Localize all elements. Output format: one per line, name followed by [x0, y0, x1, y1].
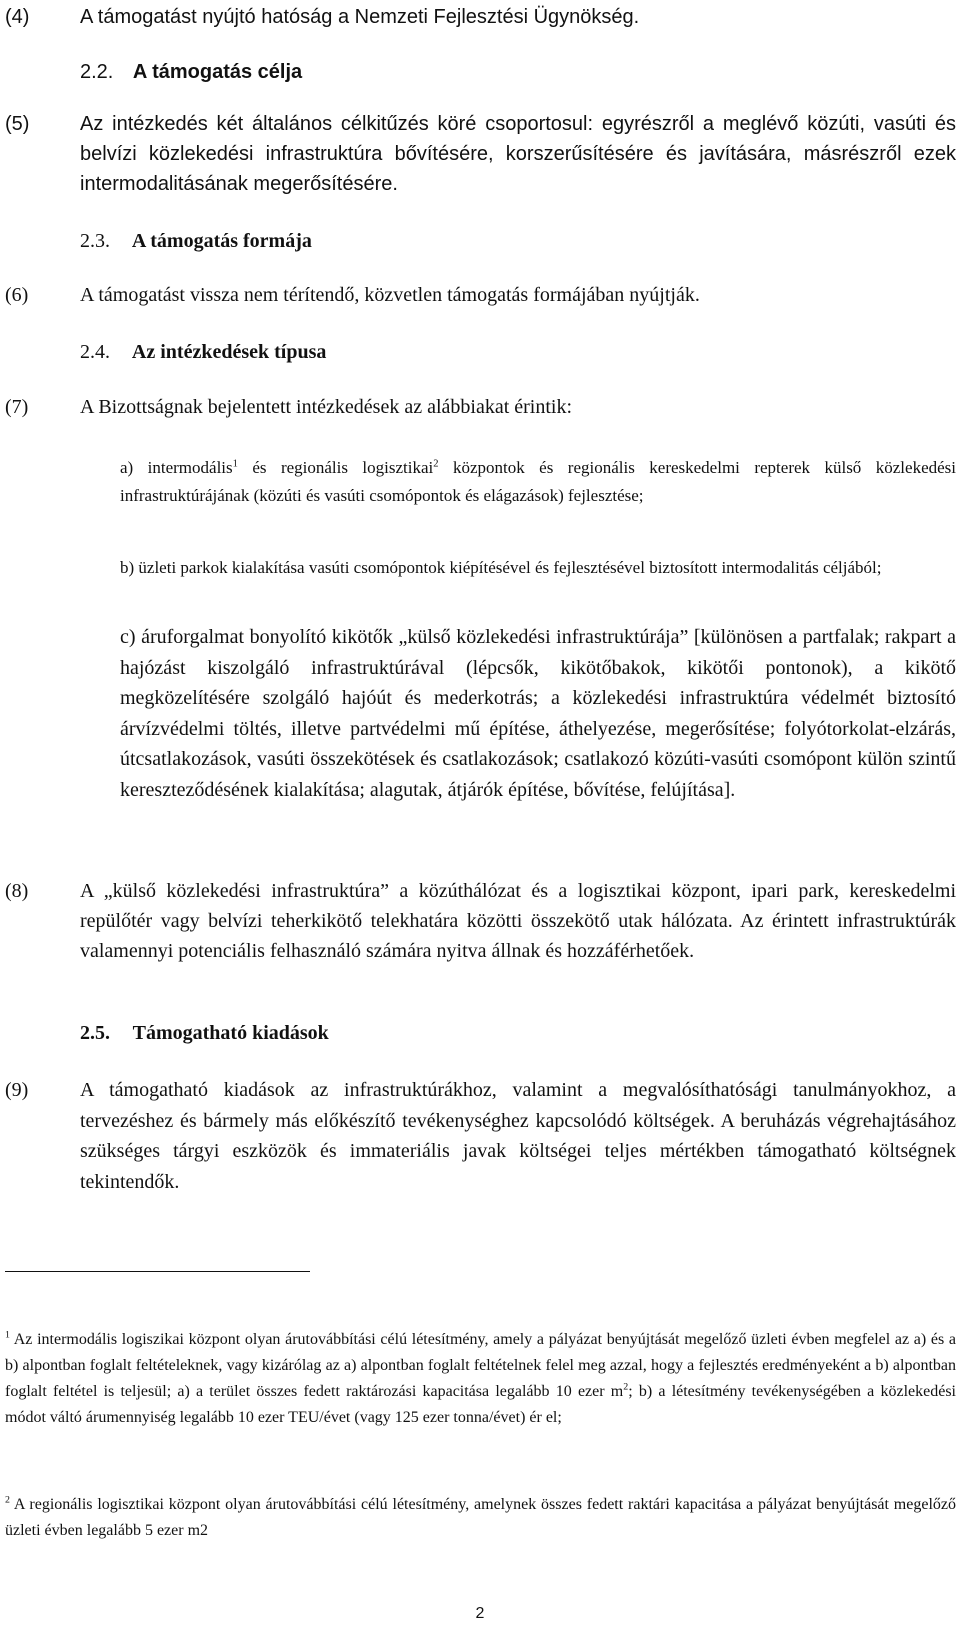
paragraph-text: A támogatható kiadások az infrastruktúrákhoz, valamint a megvalósíthatósági tanulmányokhoz, a tervezéshez és bármely más előkészítő tevékenységhez kapcsolódó költségek. A beruházás végrehajtásához szükséges tárgyi eszközök és immateriális javak költségei teljes mértékben támogatható költségnek tekintendők.	[80, 1079, 956, 1193]
footnote-ref-2[interactable]: 2	[433, 458, 439, 470]
section-title: Támogatható kiadások	[132, 1022, 329, 1044]
paragraph-text: A támogatást vissza nem térítendő, közvetlen támogatás formájában nyújtják.	[80, 284, 700, 306]
paragraph-number: (5)	[5, 113, 30, 135]
list-item-c: c) áruforgalmat bonyolító kikötők „külső közlekedési infrastruktúrája” [különösen a partfalak; rakpart a hajózást kiszolgáló infrastruktúrával (lépcsők, kikötőbakok, kikötői pontonok), a kikötő megközelítésére szolgáló hajóút és mederkotrás; a közlekedési infrastruktúra védelmét biztosító árvízvédelmi töltés, illetve partvédelmi mű építése, áthelyezése, megerősítése; folyótorkolat-elzárás, útcsatlakozások, vasúti összekötések és csatlakozások; csatlakozó közúti-vasúti csomópont külön szintű kereszteződésének kialakítása; alagutak, átjárók építése, bővítése, felújítása].	[120, 626, 956, 801]
section-number: 2.4.	[80, 341, 110, 363]
section-number: 2.5.	[80, 1022, 110, 1044]
list-item-a: a) intermodális$^1$ és regionális logisztikai$^2$ központok és regionális kereskedelmi repterek külső közlekedési infrastruktúrájának (közúti és vasúti csomópontok és elágazások) fejlesztése;	[120, 458, 956, 505]
section-heading-2-5	[80, 1018, 329, 1048]
page-number: 2	[475, 1605, 485, 1622]
footnote-mark: 2	[5, 1494, 10, 1506]
section-title: A támogatás formája	[131, 230, 312, 252]
paragraph-text: A Bizottságnak bejelentett intézkedések az alábbiakat érintik:	[80, 396, 573, 418]
footnote-1: $^1$ Az intermodális logiszikai központ olyan árutovábbítási célú létesítmény, amely a pályázat benyújtását megelőző üzleti évben megfelel az a) és a b) alpontban foglalt feltételeknek, vagy kizárólag az a) alpontban foglalt feltételnek felel meg azzal, hogy a fejlesztés eredményeként a b) alpontban foglalt feltétel is teljesül; a) a terület összes fedett raktározási kapacitása legalább 10 ezer $m^2$; b) a létesítmény tevékenységében a közlekedési módot váltó árumennyiség legalább 10 ezer TEU/évet (vagy 125 ezer tonna/évet) ér el;	[5, 1329, 956, 1426]
section-heading-2-4	[80, 337, 326, 367]
paragraph-number: (8)	[5, 880, 29, 902]
section-number: 2.2.	[80, 61, 114, 83]
footnote-2: $^2$ A regionális logisztikai központ olyan árutovábbítási célú létesítmény, amelynek összes fedett raktári kapacitása a pályázat benyújtását megelőző üzleti évben legalább 5 ezer m2	[5, 1494, 956, 1539]
paragraph-number: (9)	[5, 1079, 29, 1101]
section-heading-2-3	[80, 226, 312, 256]
paragraph-text: A „külső közlekedési infrastruktúra” a közúthálózat és a logisztikai központ, ipari park, kereskedelmi repülőtér vagy belvízi teherkikötő telekhatára közötti összekötő utak hálózata. Az érintett infrastruktúrák valamennyi potenciális felhasználó számára nyitva állnak és hozzáférhetőek.	[80, 880, 956, 962]
paragraph-text: A támogatást nyújtó hatóság a Nemzeti Fejlesztési Ügynökség.	[80, 6, 640, 28]
paragraph-number: (4)	[5, 6, 30, 28]
footnote-mark: 1	[5, 1329, 10, 1341]
section-title: A támogatás célja	[132, 61, 303, 83]
list-item-b: b) üzleti parkok kialakítása vasúti csomópontok kiépítésével és fejlesztésével biztosított intermodalitás céljából;	[120, 558, 882, 577]
paragraph-text: Az intézkedés két általános célkitűzés köré csoportosul: egyrészről a meglévő közúti, vasúti és belvízi közlekedési infrastruktúra bővítésére, korszerűsítésére és javítására, másrészről ezek intermodalitásának megerősítésére.	[80, 113, 956, 195]
paragraph-number: (6)	[5, 284, 29, 306]
paragraph-number: (7)	[5, 396, 29, 418]
footnote-separator	[5, 1271, 310, 1272]
section-title: Az intézkedések típusa	[131, 341, 327, 363]
section-heading-2-2	[80, 57, 302, 87]
section-number: 2.3.	[80, 230, 110, 252]
footnote-ref-1[interactable]: 1	[232, 458, 238, 470]
